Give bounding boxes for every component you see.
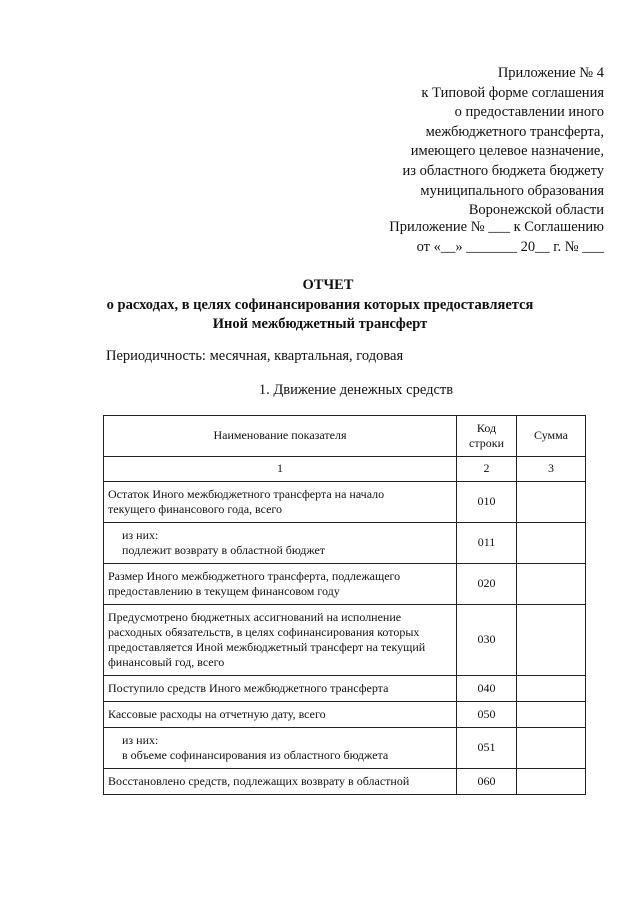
table-header-row bbox=[104, 416, 586, 457]
report-title-main: ОТЧЕТ bbox=[302, 277, 354, 293]
agreement-reference bbox=[389, 218, 604, 257]
column-number-row bbox=[104, 457, 586, 482]
header-sum: Сумма bbox=[517, 416, 586, 457]
appendix-line: Приложение № 4 bbox=[497, 65, 604, 81]
agreement-reference-line2: от «__» _______ 20__ г. № ___ bbox=[416, 238, 604, 255]
appendix-line: о предоставлении иного bbox=[454, 104, 604, 121]
row-name-line: Кассовые расходы на отчетную дату, всего bbox=[108, 706, 326, 721]
header-code-line1: Код bbox=[476, 420, 497, 435]
row-name bbox=[104, 482, 457, 523]
row-name-line: предоставляется Иной межбюджетный трансферт на текущий bbox=[108, 640, 426, 654]
row-name-line: из них: bbox=[122, 732, 159, 747]
row-name-line: Восстановлено средств, подлежащих возврату в областной bbox=[108, 773, 410, 788]
row-name-line: предоставлению в текущем финансовом году bbox=[108, 584, 340, 598]
row-sum-cell[interactable] bbox=[517, 728, 586, 769]
row-sum-cell[interactable] bbox=[517, 523, 586, 564]
row-name-line: текущего финансового года, всего bbox=[108, 502, 283, 516]
row-code: 020 bbox=[457, 564, 517, 605]
row-name-line: Предусмотрено бюджетных ассигнований на исполнение bbox=[108, 609, 402, 624]
row-code: 060 bbox=[457, 769, 517, 795]
appendix-line: муниципального образования bbox=[420, 182, 604, 199]
table-row bbox=[104, 564, 586, 605]
row-name bbox=[104, 769, 457, 795]
table-row bbox=[104, 482, 586, 523]
row-name-line: Размер Иного межбюджетного трансферта, подлежащего bbox=[108, 568, 401, 583]
column-number: 3 bbox=[517, 457, 586, 482]
row-name-line: финансовый год, всего bbox=[108, 655, 225, 670]
periodicity-text: Периодичность: месячная, квартальная, годовая bbox=[106, 348, 404, 364]
row-name bbox=[104, 605, 457, 676]
appendix-header bbox=[403, 64, 605, 221]
appendix-line: межбюджетного трансферта, bbox=[425, 123, 604, 140]
table-row bbox=[104, 605, 586, 676]
row-sum-cell[interactable] bbox=[517, 769, 586, 795]
row-sum-cell[interactable] bbox=[517, 702, 586, 728]
agreement-reference-line1: Приложение № ___ к Соглашению bbox=[389, 219, 604, 235]
row-name-line: расходных обязательств, в целях софинансирования которых bbox=[108, 624, 420, 639]
row-sum-cell[interactable] bbox=[517, 676, 586, 702]
row-sum-cell[interactable] bbox=[517, 564, 586, 605]
row-name bbox=[104, 676, 457, 702]
row-name-line: в объеме софинансирования из областного бюджета bbox=[122, 748, 389, 762]
row-name bbox=[104, 564, 457, 605]
header-code bbox=[457, 416, 517, 457]
row-code: 050 bbox=[457, 702, 517, 728]
row-code: 040 bbox=[457, 676, 517, 702]
report-title-line2: о расходах, в целях софинансирования которых предоставляется bbox=[106, 296, 534, 313]
row-name bbox=[104, 728, 457, 769]
column-number: 2 bbox=[457, 457, 517, 482]
cash-flow-table bbox=[103, 415, 586, 795]
appendix-line: к Типовой форме соглашения bbox=[421, 84, 604, 101]
row-code: 030 bbox=[457, 605, 517, 676]
row-name-line: из них: bbox=[122, 527, 159, 542]
table-row bbox=[104, 523, 586, 564]
row-name bbox=[104, 702, 457, 728]
table-row bbox=[104, 702, 586, 728]
row-name-line: Остаток Иного межбюджетного трансферта на начало bbox=[108, 486, 385, 501]
appendix-line: Воронежской области bbox=[468, 202, 604, 219]
table-row bbox=[104, 769, 586, 795]
row-name-line: Поступило средств Иного межбюджетного трансферта bbox=[108, 680, 389, 695]
row-name bbox=[104, 523, 457, 564]
table-row bbox=[104, 728, 586, 769]
header-name: Наименование показателя bbox=[104, 416, 457, 457]
section-heading: 1. Движение денежных средств bbox=[258, 382, 454, 398]
row-code: 011 bbox=[457, 523, 517, 564]
row-sum-cell[interactable] bbox=[517, 482, 586, 523]
appendix-line: из областного бюджета бюджету bbox=[402, 162, 604, 179]
report-title bbox=[0, 276, 640, 335]
row-name-line: подлежит возврату в областной бюджет bbox=[122, 543, 326, 557]
row-code: 051 bbox=[457, 728, 517, 769]
column-number: 1 bbox=[104, 457, 457, 482]
appendix-line: имеющего целевое назначение, bbox=[410, 143, 604, 160]
row-code: 010 bbox=[457, 482, 517, 523]
table-row bbox=[104, 676, 586, 702]
row-sum-cell[interactable] bbox=[517, 605, 586, 676]
report-title-line3: Иной межбюджетный трансферт bbox=[212, 316, 428, 333]
header-code-line2: строки bbox=[469, 436, 504, 450]
